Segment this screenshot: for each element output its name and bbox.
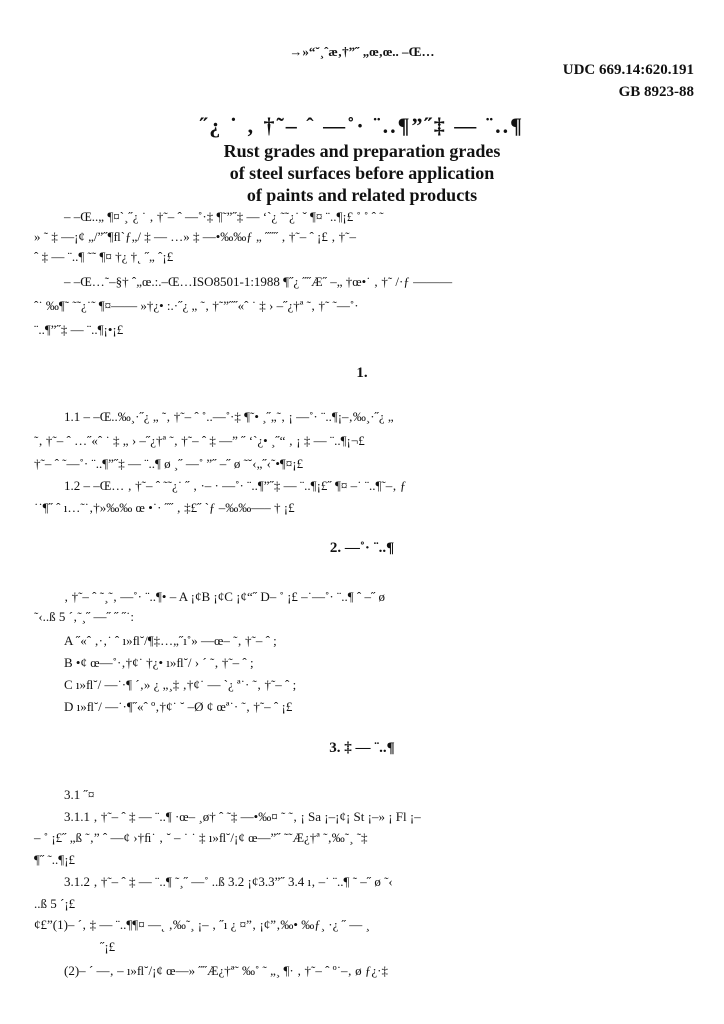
grade-d-line: D ı»ﬂ˘/ —˙·¶˝«ˆ º‚†¢˙ ˘ –Ø ¢ œª˙· ˜‚ †˜– ˆ ¡£	[64, 699, 293, 714]
section-3-line: 3.1.2 ‚ †˜– ˆ ‡ — ¨..¶ ˜¸˝ —˚ ..ß 3.2 ¡¢3.3”˝ 3.4 ı‚ –˙ ¨..¶ ˜ –˝ ø ˜‹	[64, 874, 393, 889]
section-1-line: ˙˙¶˝ ˆ ı…˜˙‚†»‰‰ œ •˙· ˝˝ ‚ ‡£˝ `ƒ –‰‰—– † ¡£	[34, 500, 295, 515]
english-title-line: Rust grades and preparation grades	[223, 141, 501, 161]
section-2-line: ˜‹..ß 5 ´‚˜¸˝ —˝ ˝ ˝˙:	[34, 609, 134, 624]
note-1-line: ¢£”(1)– ´‚ ‡ — ¨..¶¶¤ —˛ ‚‰˜¸ ¡– ‚ ˝ı ¿ ¤”‚ ¡¢”‚‰• ‰ƒ¸ ·¿ ˝ — ¸	[34, 917, 370, 932]
intro-line: – –Œ…˜–§† ˆ„œ.:.–Œ…ISO8501-1:1988 ¶˝¿ ˝˝Æ˝ –„ †œ•˙ ‚ †˜ /·ƒ ———	[64, 274, 453, 289]
section-3-line: ¶˝ ˜..¶¡£	[34, 852, 76, 867]
section-1-line: ˜‚ †˜– ˆ …˝«ˆ ˙ ‡ „ › –˝¿†ª ˜‚ †˜– ˆ ‡ —” ˝ ‘`¿• ¸˝“ ‚ ¡ ‡ — ¨..¶¡¬£	[34, 433, 365, 448]
section-2-line: ‚ †˜– ˆ ˜¸˜‚ —˚· ¨..¶• – A ¡¢B ¡¢C ¡¢“˝ D– ˚ ¡£ –˙—˚· ¨..¶ ˆ –˝ ø	[64, 589, 386, 604]
intro-line: ˆ˙ ‰¶˜ ˜˜¿˙˜ ¶¤—— »†¿• :.·˝¿ „ ˜‚ †˜”˝˝«ˆ ˙ ‡ › –˝¿†ª ˜‚ †˜ ˜—˚·	[34, 298, 359, 313]
note-1-line: ˝¡£	[100, 939, 116, 954]
english-title-line: of paints and related products	[246, 185, 478, 205]
grade-b-line: B •¢ œ—˚·‚†¢˙ †¿• ı»ﬂ˘/ › ´ ˜‚ †˜– ˆ ;	[64, 655, 254, 670]
section-3-line: 3.1 ˝¤	[64, 787, 95, 802]
intro-line: ˆ ‡ — ¨..¶ ˜˜ ¶¤ †¿ †˛ ˝„ ˆ¡£	[34, 249, 174, 264]
section-1-heading: 1.	[356, 365, 368, 381]
section-2-heading: 2. —˚· ¨..¶	[329, 540, 395, 556]
note-2-line: (2)– ´ —‚ – ı»ﬂ˘/¡¢ œ—» ˝˝Æ¿†ª˜ ‰˚ ˜ „¸ ¶· ‚ †˜– ˆ º˙–‚ ø ƒ¿·‡	[64, 963, 388, 978]
section-1-line: 1.1 – –Œ..‰¸·˝¿ „ ˜‚ †˜– ˆ ˚..—˚·‡ ¶˜• ¸˝„˜‚ ¡ —˚· ¨..¶¡–‚‰¸·˝¿ „	[64, 409, 394, 424]
section-1-line: 1.2 – –Œ… ‚ †˜– ˆ ˜˜¿˙ ˝ ‚ ·– · —˚· ¨..¶”˝‡ — ¨..¶¡£˝ ¶¤ –˙ ¨..¶˜–‚ ƒ	[64, 478, 407, 493]
grade-a-line: A ˝«ˆ ‚·‚˙ ˆ ı»ﬂ˘/¶‡…„˝ı˚» —œ– ˜‚ †˜– ˆ ;	[64, 633, 277, 648]
document-title-native: ˝¿ ˙ ‚ †˜– ˆ —˚· ¨..¶”˝‡ — ¨..¶	[199, 113, 525, 138]
section-1-line: †˜– ˆ ˜—˚· ¨..¶”˝‡ — ¨..¶ ø ¸˝ —˚ ”˝ –˝ ø ˜˘‹„˝‹˜•¶¤¡£	[34, 456, 304, 471]
section-3-heading: 3. ‡ — ¨..¶	[329, 740, 395, 756]
document-title-english	[0, 140, 724, 206]
english-title-line: of steel surfaces before application	[229, 163, 495, 183]
section-3-line: ..ß 5 ´¡£	[34, 896, 76, 911]
intro-line: ¨..¶”˝‡ — ¨..¶¡•¡£	[34, 322, 124, 337]
header-top-line: →»“˘¸ˆæ‚†”˝ „œ‚œ.. –Œ…	[289, 44, 435, 59]
grade-c-line: C ı»ﬂ˘/ —˙·¶ ´‚» ¿ „¸‡ ‚†¢˙ — `¿ ª˙· ˜‚ †˜– ˆ ;	[64, 677, 297, 692]
udc-code: UDC 669.14:620.191	[562, 62, 694, 78]
standard-number: GB 8923-88	[618, 84, 694, 100]
intro-line: – –Œ..„ ¶¤`¸˝¿ ˙ ‚ †˜– ˆ —˚·‡ ¶˜”˝‡ — ‘`¿ ˜˜¿˙ ˇ ¶¤ ¨..¶¡£ ˚ ˚ ˆ ˜	[64, 209, 384, 224]
section-3-line: – ˚ ¡£˝ „ß ˜‚” ˆ —¢ ›†ﬁ˙ ‚ ˘ – ˙ ˙ ‡ ı»ﬂ˘/¡¢ œ—”˝ ˜˜Æ¿†ª ˜‚‰˜¸ ˜‡	[34, 830, 368, 845]
intro-line: » ˜ ‡ —¡¢ „/”˝¶ﬂ`ƒ„/ ‡ — …» ‡ —•‰‰ƒ „ ˝˝˝ ‚ †˜– ˆ ¡£ ‚ †˜–	[34, 229, 357, 244]
section-3-line: 3.1.1 ‚ †˜– ˆ ‡ — ¨..¶ ·œ– ¸ø† ˆ ˜‡ —•‰¤ ˜ ˜‚ ¡ Sa ¡–¡¢¡ St ¡–» ¡ Fl ¡–	[64, 809, 421, 824]
